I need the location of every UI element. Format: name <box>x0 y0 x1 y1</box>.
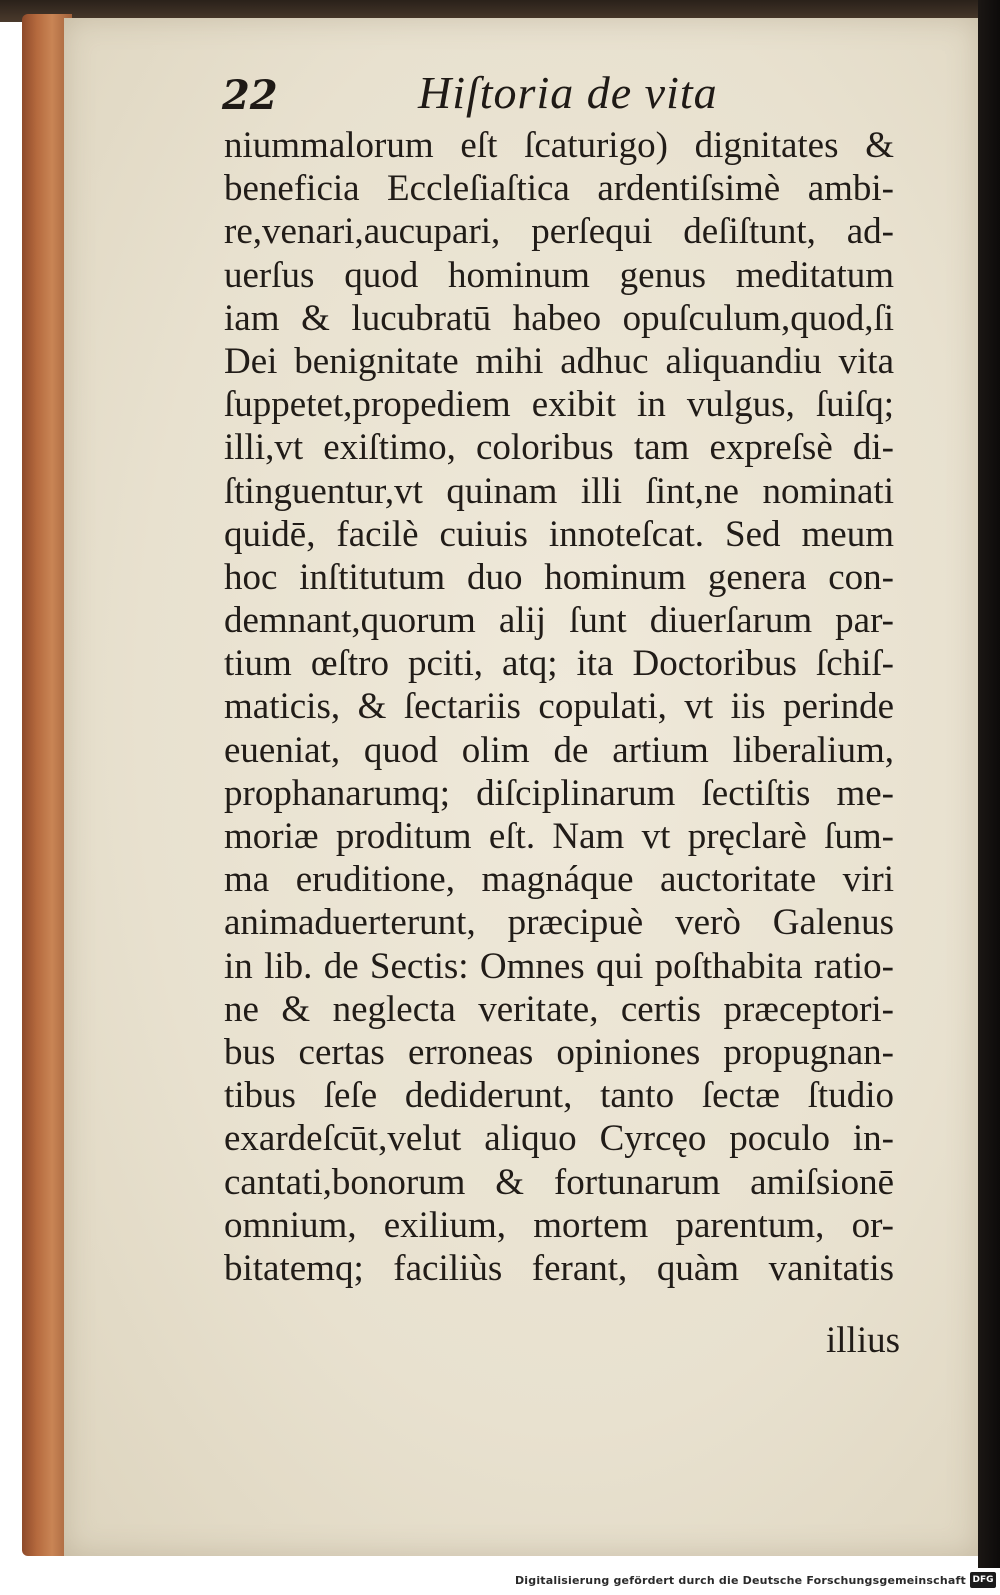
running-head: Hiſtoria de vita <box>418 67 718 118</box>
page-header <box>222 66 822 128</box>
text-line: exardeſcūt,velut aliquo Cyrcęo poculo in- <box>224 1118 894 1160</box>
digitization-credit: Digitalisierung gefördert durch die Deutsche Forschungsgemeinschaft <box>514 1574 966 1587</box>
page-number: 22 <box>222 72 278 119</box>
text-line: ſtinguentur,vt quinam illi ſint,ne nominati <box>224 470 894 512</box>
text-line: animaduerterunt, præcipuè verò Galenus <box>224 902 894 944</box>
text-line: moriæ proditum eſt. Nam vt pręclarè ſum- <box>224 816 894 857</box>
catchword: illius <box>826 1320 901 1361</box>
text-line: bus certas erroneas opiniones propugnan- <box>224 1031 894 1073</box>
text-line: ma eruditione, magnáque auctoritate viri <box>224 859 894 901</box>
text-line: tium œſtro pciti, atq; ita Doctoribus ſchiſ- <box>224 643 894 685</box>
text-line: cantati,bonorum & fortunarum amiſsionē <box>224 1161 894 1203</box>
text-line: in lib. de Sectis: Omnes qui poſthabita ratio- <box>224 945 894 987</box>
text-line: demnant,quorum alij ſunt diuerſarum par- <box>224 600 894 642</box>
text-line: Dei benignitate mihi adhuc aliquandiu vita <box>224 340 894 382</box>
scan-right-border <box>978 0 1000 1568</box>
dfg-logo: DFG <box>970 1572 996 1588</box>
text-line: re,venari,aucupari, perſequi deſiſtunt, ad- <box>224 211 894 253</box>
text-line: quidē, facilè cuiuis innoteſcat. Sed meum <box>224 513 894 555</box>
text-line: ſuppetet,propediem exibit in vulgus, ſuiſq; <box>224 384 894 426</box>
text-line: beneficia Eccleſiaſtica ardentiſsimè ambi- <box>224 168 894 210</box>
text-line: bitatemq; faciliùs ferant, quàm vanitatis <box>224 1247 894 1289</box>
text-line: uerſus quod hominum genus meditatum <box>224 254 894 296</box>
text-line: maticis, & ſectariis copulati, vt iis perinde <box>224 686 894 728</box>
text-line: iam & lucubratū habeo opuſculum,quod,ſi <box>224 297 894 339</box>
text-line: niummalorum eſt ſcaturigo) dignitates & <box>224 125 894 166</box>
text-line: prophanarumq; diſciplinarum ſectiſtis me- <box>224 772 894 814</box>
text-line: omnium, exilium, mortem parentum, or- <box>224 1204 894 1246</box>
text-line: hoc inſtitutum duo hominum genera con- <box>224 556 894 598</box>
text-line: tibus ſeſe dediderunt, tanto ſectæ ſtudio <box>224 1075 894 1117</box>
text-line: eueniat, quod olim de artium liberalium, <box>224 729 894 771</box>
footer-bar <box>0 1568 1000 1595</box>
text-line: illi,vt exiſtimo, coloribus tam expreſsè di- <box>224 427 894 469</box>
text-line: ne & neglecta veritate, certis præceptori- <box>224 988 894 1030</box>
body-text <box>224 124 894 1290</box>
